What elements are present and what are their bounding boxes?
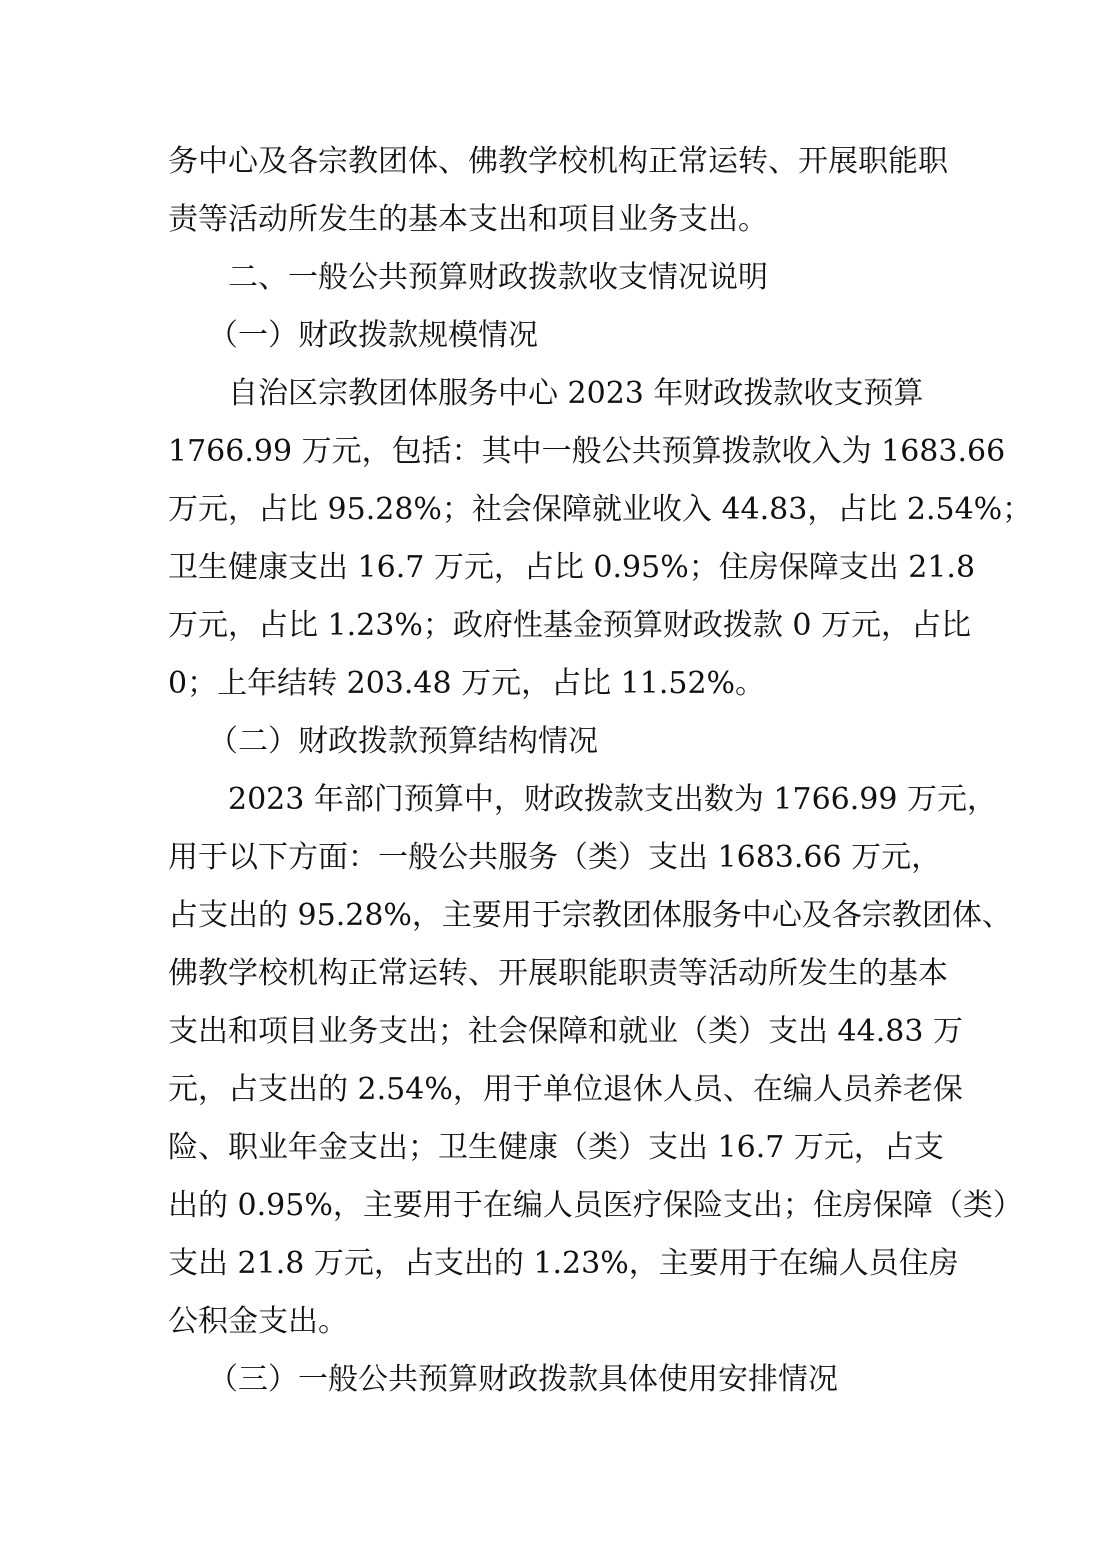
section-heading: 二、一般公共预算财政拨款收支情况说明 — [228, 260, 768, 295]
subsection-heading: （二）财政拨款预算结构情况 — [208, 724, 598, 759]
body-text-line: 险、职业年金支出；卫生健康（类）支出 16.7 万元，占支 — [168, 1130, 944, 1165]
body-text-line: 卫生健康支出 16.7 万元，占比 0.95%；住房保障支出 21.8 — [168, 550, 976, 585]
body-text-line: 用于以下方面：一般公共服务（类）支出 1683.66 万元， — [168, 840, 942, 875]
body-text-line: 0；上年结转 203.48 万元，占比 11.52%。 — [168, 666, 766, 701]
body-text-line: 责等活动所发生的基本支出和项目业务支出。 — [168, 202, 768, 237]
body-text-line: 万元，占比 1.23%；政府性基金预算财政拨款 0 万元，占比 — [168, 608, 971, 643]
body-text-line: 占支出的 95.28%，主要用于宗教团体服务中心及各宗教团体、 — [168, 898, 1012, 933]
body-text-line: 自治区宗教团体服务中心 2023 年财政拨款收支预算 — [228, 376, 924, 411]
body-text-line: 1766.99 万元，包括：其中一般公共预算拨款收入为 1683.66 — [168, 434, 1006, 469]
body-text-line: 务中心及各宗教团体、佛教学校机构正常运转、开展职能职 — [168, 144, 948, 179]
subsection-heading: （一）财政拨款规模情况 — [208, 318, 538, 353]
body-text-line: 支出 21.8 万元，占支出的 1.23%，主要用于在编人员住房 — [168, 1246, 959, 1281]
body-text-line: 万元，占比 95.28%；社会保障就业收入 44.83，占比 2.54%； — [168, 492, 1033, 527]
body-text-line: 公积金支出。 — [168, 1304, 348, 1339]
body-text-line: 2023 年部门预算中，财政拨款支出数为 1766.99 万元， — [228, 782, 998, 817]
subsection-heading: （三）一般公共预算财政拨款具体使用安排情况 — [208, 1362, 838, 1397]
body-text-line: 佛教学校机构正常运转、开展职能职责等活动所发生的基本 — [168, 956, 948, 991]
body-text-line: 元，占支出的 2.54%，用于单位退休人员、在编人员养老保 — [168, 1072, 963, 1107]
body-text-line: 支出和项目业务支出；社会保障和就业（类）支出 44.83 万 — [168, 1014, 963, 1049]
body-text-line: 出的 0.95%，主要用于在编人员医疗保险支出；住房保障（类） — [168, 1188, 1023, 1223]
